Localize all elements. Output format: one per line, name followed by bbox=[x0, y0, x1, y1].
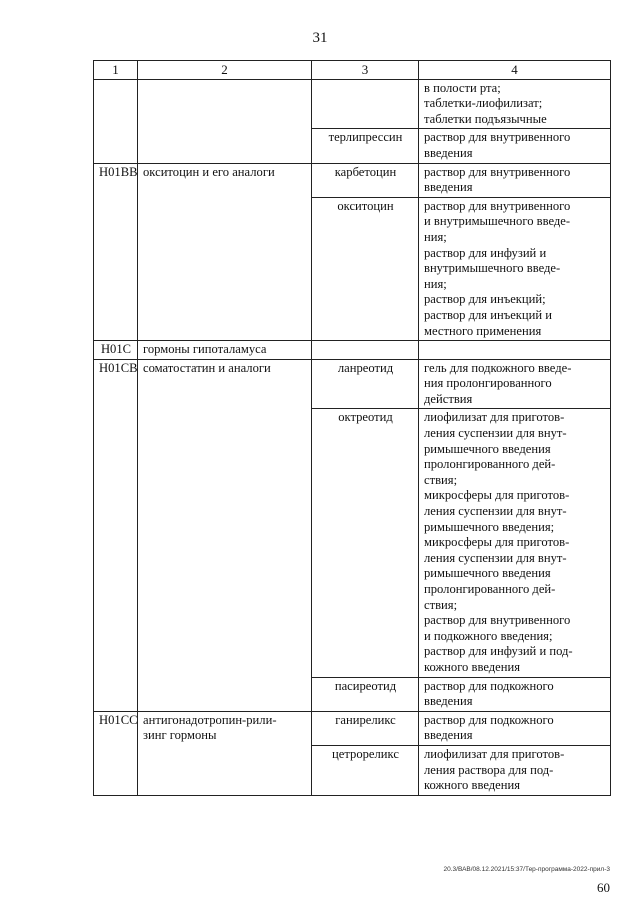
dosage-form-cell bbox=[419, 359, 611, 409]
drug-table bbox=[93, 60, 611, 796]
dosage-form-line: раствор для внутривенного bbox=[424, 164, 571, 179]
dosage-form-line: в полости рта; bbox=[424, 80, 501, 95]
document-reference: 20.3/ВАВ/08.12.2021/15:37/Тер-программа-2022-прил-3 bbox=[443, 866, 610, 873]
dosage-form-line: ления раствора для под- bbox=[424, 762, 554, 777]
dosage-form-cell bbox=[419, 129, 611, 163]
dosage-form-line: раствор для подкожного bbox=[424, 678, 554, 693]
table-row bbox=[94, 711, 611, 745]
dosage-form-cell bbox=[419, 197, 611, 340]
dosage-form-line: раствор для инъекций и bbox=[424, 307, 553, 322]
dosage-form-cell bbox=[419, 79, 611, 129]
table-header-row bbox=[94, 61, 611, 80]
footer-page-number: 60 bbox=[597, 880, 610, 895]
dosage-form-line: раствор для инфузий и под- bbox=[424, 644, 573, 659]
dosage-form-line: кожного введения bbox=[424, 778, 521, 793]
page-number: 31 bbox=[312, 30, 328, 46]
dosage-form-line: микросферы для приготов- bbox=[424, 488, 570, 503]
dosage-form-cell bbox=[419, 409, 611, 677]
dosage-form-cell bbox=[419, 163, 611, 197]
dosage-form-line: лиофилизат для приготов- bbox=[424, 746, 565, 761]
dosage-form-line: ствия; bbox=[424, 472, 458, 487]
dosage-form-line: пролонгированного дей- bbox=[424, 582, 556, 596]
dosage-form-line: римышечного введения bbox=[424, 566, 551, 581]
dosage-form-line: действия bbox=[424, 391, 473, 406]
drug-name-cell: карбетоцин bbox=[312, 163, 419, 197]
table-row bbox=[94, 79, 611, 129]
drug-name-cell: цетрореликс bbox=[312, 745, 419, 795]
drug-name-cell: ланреотид bbox=[312, 359, 419, 409]
table-row bbox=[94, 359, 611, 409]
group-name-cell: соматостатин и аналоги bbox=[138, 359, 312, 711]
dosage-form-line: введения bbox=[424, 145, 473, 160]
dosage-form-line: ствия; bbox=[424, 597, 458, 612]
dosage-form-line: ления суспензии для внут- bbox=[424, 426, 567, 441]
table-body bbox=[94, 79, 611, 795]
dosage-form-line: раствор для внутривенного bbox=[424, 613, 571, 628]
dosage-form-line: введения bbox=[424, 180, 473, 195]
dosage-form-line: таблетки подъязычные bbox=[424, 111, 547, 126]
dosage-form-line: ния; bbox=[424, 229, 447, 244]
dosage-form-line: ления суспензии для внут- bbox=[424, 550, 567, 565]
dosage-form-line: местного применения bbox=[424, 323, 542, 338]
atc-code-cell: H01BB bbox=[94, 163, 138, 341]
column-header: 3 bbox=[312, 61, 419, 80]
dosage-form-line: лиофилизат для приготов- bbox=[424, 410, 565, 425]
dosage-form-line: введения bbox=[424, 694, 473, 709]
dosage-form-line: раствор для инфузий и bbox=[424, 245, 547, 260]
drug-name-cell: терлипрессин bbox=[312, 129, 419, 163]
group-name-cell bbox=[138, 79, 312, 163]
dosage-form-line: римышечного введения; bbox=[424, 519, 555, 534]
atc-code-cell: H01CC bbox=[94, 711, 138, 795]
dosage-form-line: введения bbox=[424, 728, 473, 743]
dosage-form-line: гель для подкожного введе- bbox=[424, 360, 572, 375]
dosage-form-cell bbox=[419, 677, 611, 711]
table-row bbox=[94, 163, 611, 197]
drug-name-cell: окситоцин bbox=[312, 197, 419, 340]
drug-name-cell bbox=[312, 79, 419, 129]
dosage-form-line: римышечного введения bbox=[424, 441, 551, 456]
group-name-cell: антигонадотропин-рили- зинг гормоны bbox=[138, 711, 312, 795]
drug-name-cell: ганиреликс bbox=[312, 711, 419, 745]
dosage-form-line: таблетки-лиофилизат; bbox=[424, 96, 543, 111]
dosage-form-line: раствор для внутривенного bbox=[424, 198, 571, 213]
dosage-form-cell bbox=[419, 711, 611, 745]
dosage-form-cell bbox=[419, 745, 611, 795]
column-header: 4 bbox=[419, 61, 611, 80]
atc-code-cell bbox=[94, 79, 138, 163]
dosage-form-cell bbox=[419, 341, 611, 360]
dosage-form-line: и подкожного введения; bbox=[424, 628, 553, 643]
dosage-form-line: ния; bbox=[424, 276, 447, 291]
column-header: 2 bbox=[138, 61, 312, 80]
dosage-form-line: и внутримышечного введе- bbox=[424, 214, 571, 229]
dosage-form-line: раствор для инъекций; bbox=[424, 292, 546, 307]
dosage-form-line: ния пролонгированного bbox=[424, 376, 552, 391]
group-name-cell: окситоцин и его аналоги bbox=[138, 163, 312, 341]
drug-name-cell bbox=[312, 341, 419, 360]
dosage-form-line: раствор для подкожного bbox=[424, 712, 554, 727]
drug-name-cell: пасиреотид bbox=[312, 677, 419, 711]
group-name-cell: гормоны гипоталамуса bbox=[138, 341, 312, 360]
dosage-form-line: раствор для внутривенного bbox=[424, 130, 571, 145]
atc-code-cell: H01CB bbox=[94, 359, 138, 711]
drug-name-cell: октреотид bbox=[312, 409, 419, 677]
dosage-form-line: внутримышечного введе- bbox=[424, 261, 561, 276]
table-row bbox=[94, 341, 611, 360]
column-header: 1 bbox=[94, 61, 138, 80]
dosage-form-line: пролонгированного дей- bbox=[424, 457, 556, 472]
dosage-form-line: микросферы для приготов- bbox=[424, 535, 570, 550]
dosage-form-line: кожного введения bbox=[424, 659, 521, 674]
atc-code-cell: H01C bbox=[94, 341, 138, 360]
dosage-form-line: ления суспензии для внут- bbox=[424, 504, 567, 519]
